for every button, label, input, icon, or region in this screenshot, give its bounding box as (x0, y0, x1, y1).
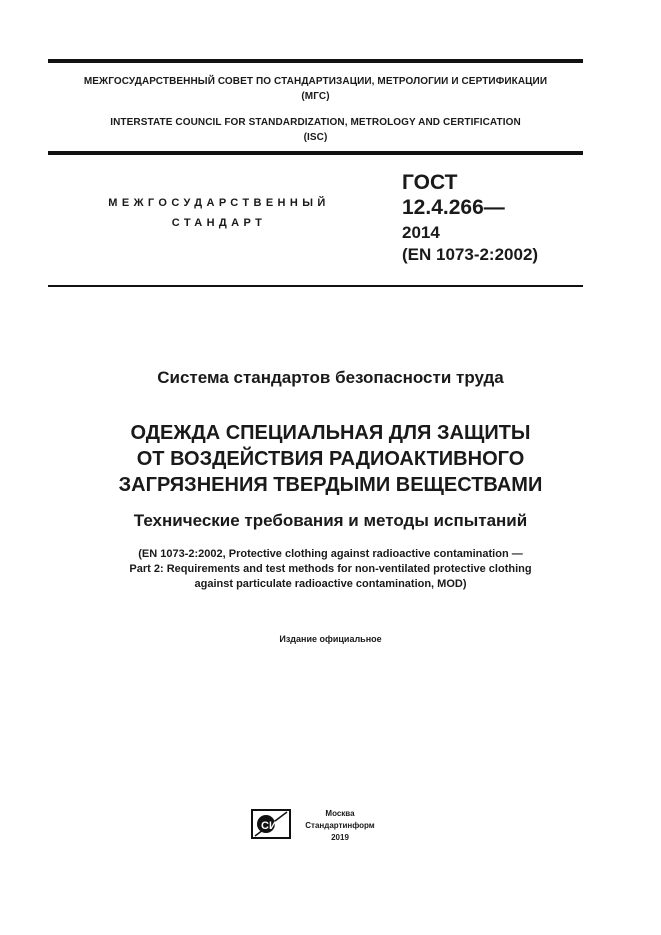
standard-type-line1: МЕЖГОСУДАРСТВЕННЫЙ (108, 197, 330, 209)
mid-rule (48, 151, 583, 155)
gost-year: 2014 (402, 223, 440, 242)
logo-letters: СИ (261, 820, 277, 832)
publisher-name: Стандартинформ (305, 821, 375, 830)
council-ru-line1: МЕЖГОСУДАРСТВЕННЫЙ СОВЕТ ПО СТАНДАРТИЗАЦИИ, МЕТРОЛОГИИ И СЕРТИФИКАЦИИ (83, 76, 548, 87)
en-reference (40, 547, 621, 592)
gost-en-equivalent: (EN 1073-2:2002) (402, 245, 539, 264)
standartinform-logo-icon (251, 809, 291, 839)
title-line2: ОТ ВОЗДЕЙСТВИЯ РАДИОАКТИВНОГО (136, 448, 525, 470)
en-ref-line2: Part 2: Requirements and test methods for non-ventilated protective clothing (129, 563, 532, 575)
gost-number: 12.4.266— (402, 196, 505, 219)
edition-note: Издание официальное (279, 634, 382, 644)
standard-type-line2: СТАНДАРТ (171, 217, 267, 229)
publisher-block (300, 808, 380, 844)
gost-label: ГОСТ (402, 171, 458, 194)
standard-type (84, 193, 354, 233)
publisher-year: 2019 (331, 833, 349, 842)
en-ref-line1: (EN 1073-2:2002, Protective clothing against radioactive contamination — (138, 548, 523, 560)
council-ru (48, 74, 583, 104)
top-rule (48, 59, 583, 63)
council-en-line2: (ISC) (303, 132, 328, 143)
document-title (40, 420, 621, 498)
series-title: Система стандартов безопасности труда (157, 368, 504, 387)
document-subtitle: Технические требования и методы испытаний (133, 511, 528, 530)
title-line1: ОДЕЖДА СПЕЦИАЛЬНАЯ ДЛЯ ЗАЩИТЫ (130, 422, 531, 444)
council-en (48, 115, 583, 145)
publisher-city: Москва (325, 809, 355, 818)
low-rule (48, 285, 583, 287)
title-line3: ЗАГРЯЗНЕНИЯ ТВЕРДЫМИ ВЕЩЕСТВАМИ (118, 474, 543, 496)
en-ref-line3: against particulate radioactive contamination, MOD) (194, 578, 467, 590)
gost-designation (402, 170, 538, 266)
council-ru-line2: (МГС) (301, 91, 330, 102)
council-en-line1: INTERSTATE COUNCIL FOR STANDARDIZATION, METROLOGY AND CERTIFICATION (110, 117, 521, 128)
